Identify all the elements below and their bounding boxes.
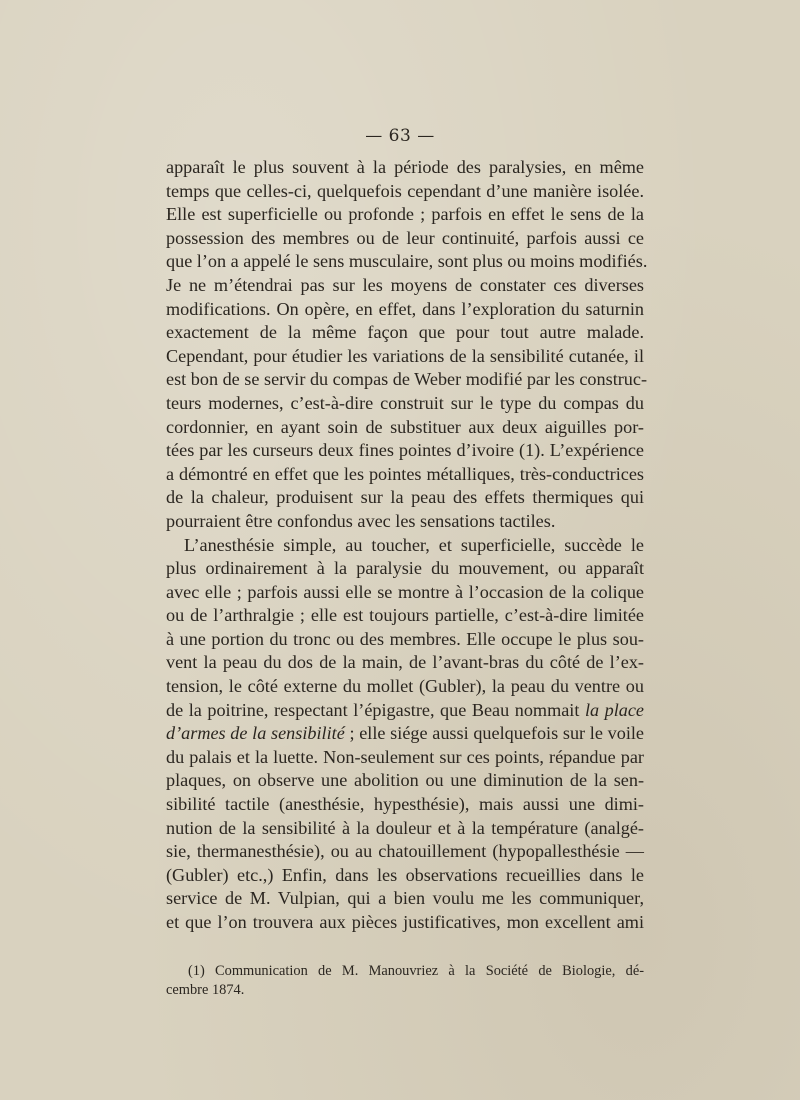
text-line: est bon de se servir du compas de Weber modifié par les construc- bbox=[166, 369, 648, 390]
text-line: L’anesthésie simple, au toucher, et superficielle, succède le bbox=[184, 534, 644, 555]
text-line: de la chaleur, produisent sur la peau des effets thermiques qui bbox=[166, 487, 644, 508]
text-line: a démontré en effet que les pointes métalliques, très-conductrices bbox=[166, 463, 644, 484]
text-line: à une portion du tronc ou des membres. Elle occupe le plus sou- bbox=[166, 628, 644, 649]
text-line: nution de la sensibilité à la douleur et à la température (analgé- bbox=[166, 817, 644, 838]
footnote-line: (1) Communication de M. Manouvriez à la Société de Biologie, dé- bbox=[188, 963, 644, 979]
text-line: et que l’on trouvera aux pièces justificatives, mon excellent ami bbox=[166, 912, 644, 932]
text-line: Cependant, pour étudier les variations de la sensibilité cutanée, il bbox=[166, 345, 644, 366]
text-line: tées par les curseurs deux fines pointes d’ivoire (1). L’expérience bbox=[166, 440, 644, 461]
text-line: exactement de la même façon que pour tout autre malade. bbox=[166, 322, 644, 343]
text-line: possession des membres ou de leur continuité, parfois aussi ce bbox=[166, 227, 644, 248]
text-line: que l’on a appelé le sens musculaire, sont plus ou moins modifiés. bbox=[166, 251, 648, 272]
text-line: ou de l’arthralgie ; elle est toujours partielle, c’est-à-dire limitée bbox=[166, 605, 644, 626]
footnote-line: cembre 1874. bbox=[166, 982, 245, 998]
footnote bbox=[166, 962, 644, 1000]
text-line: avec elle ; parfois aussi elle se montre à l’occasion de la colique bbox=[166, 581, 644, 602]
body-text bbox=[166, 156, 648, 935]
text-line: plus ordinairement à la paralysie du mouvement, ou apparaît bbox=[166, 558, 644, 579]
text-line: teurs modernes, c’est-à-dire construit sur le type du compas du bbox=[166, 392, 644, 413]
text-line: temps que celles-ci, quelquefois cependant d’une manière isolée. bbox=[166, 180, 644, 201]
text-line: Elle est superficielle ou profonde ; parfois en effet le sens de la bbox=[166, 204, 644, 225]
text-line: d’armes de la sensibilité ; elle siége aussi quelquefois sur le voile bbox=[166, 723, 644, 744]
text-line: Je ne m’étendrai pas sur les moyens de constater ces diverses bbox=[166, 274, 644, 295]
text-line: sibilité tactile (anesthésie, hypesthésie), mais aussi une dimi- bbox=[166, 794, 644, 815]
text-line: modifications. On opère, en effet, dans l’exploration du saturnin bbox=[166, 298, 644, 319]
text-line: du palais et la luette. Non-seulement sur ces points, répandue par bbox=[166, 746, 644, 767]
text-line: tension, le côté externe du mollet (Gubler), la peau du ventre ou bbox=[166, 676, 644, 697]
text-line: de la poitrine, respectant l’épigastre, que Beau nommait la place bbox=[166, 699, 644, 720]
text-line: vent la peau du dos de la main, de l’avant-bras du côté de l’ex- bbox=[166, 652, 644, 673]
text-line: pourraient être confondus avec les sensations tactiles. bbox=[166, 510, 556, 531]
text-line: plaques, on observe une abolition ou une diminution de la sen- bbox=[166, 770, 644, 791]
text-line: (Gubler) etc.,) Enfin, dans les observations recueillies dans le bbox=[166, 864, 644, 885]
page-number: — 63 — bbox=[365, 126, 435, 146]
text-line: service de M. Vulpian, qui a bien voulu me les communiquer, bbox=[166, 888, 644, 909]
text-line: sie, thermanesthésie), ou au chatouillement (hypopallesthésie — bbox=[166, 841, 644, 862]
text-line: apparaît le plus souvent à la période des paralysies, en même bbox=[166, 157, 644, 177]
text-line: cordonnier, en ayant soin de substituer aux deux aiguilles por- bbox=[166, 416, 644, 437]
